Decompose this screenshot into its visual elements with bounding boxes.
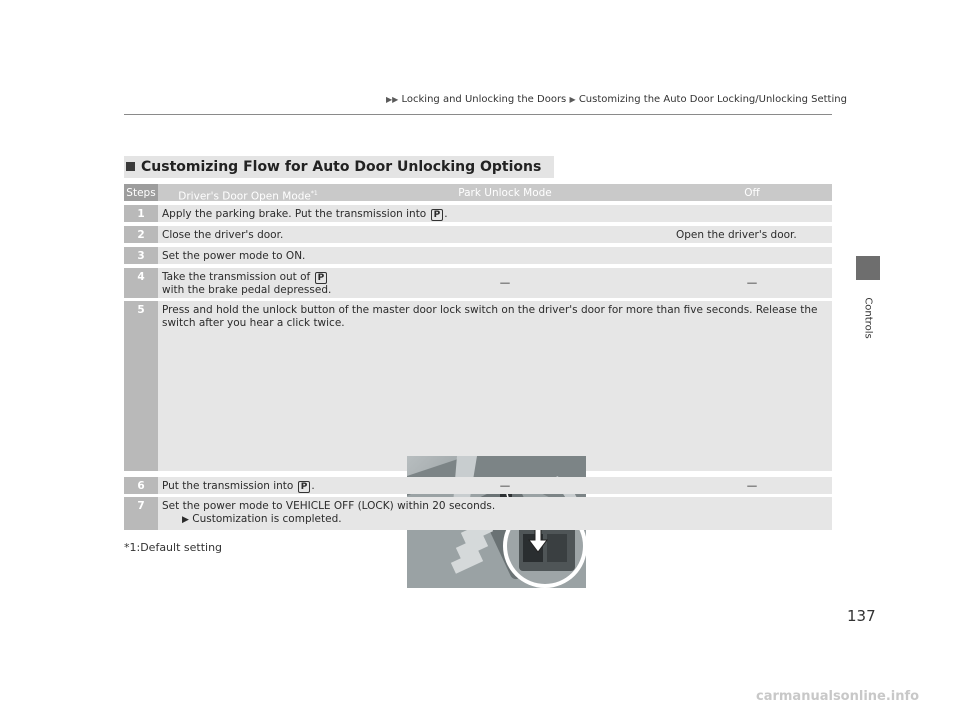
table-header-row <box>124 184 832 201</box>
step-number: 1 <box>124 205 158 222</box>
step-text: Set the power mode to ON. <box>162 250 306 262</box>
chapter-label: Controls <box>862 297 874 339</box>
breadcrumb-part-2[interactable]: Customizing the Auto Door Locking/Unlocking Setting <box>578 94 847 105</box>
chapter-tab[interactable] <box>856 256 880 280</box>
step-off-dash: — <box>746 480 758 492</box>
arrow-icon: ▶ <box>569 95 576 104</box>
p-key-icon: P <box>315 272 328 284</box>
table-row <box>124 247 832 264</box>
header-off: Off <box>744 187 760 199</box>
table-row <box>124 205 832 222</box>
result-arrow-icon: ▶ <box>182 515 189 525</box>
step-number: 3 <box>124 247 158 264</box>
header-divider <box>124 114 832 115</box>
step-number: 5 <box>124 301 158 471</box>
double-arrow-icon: ▶▶ <box>386 95 399 104</box>
step-text: Press and hold the unlock button of the master door lock switch on the driver's door for more than five seconds. Release the switch after you hear a click twice. <box>162 304 818 329</box>
page-number: 137 <box>847 607 876 625</box>
table-row <box>124 226 832 243</box>
section-title: Customizing Flow for Auto Door Unlocking Options <box>124 156 554 178</box>
p-key-icon: P <box>431 209 444 221</box>
step-off-text: Open the driver's door. <box>676 229 797 241</box>
step-text: Close the driver's door. <box>162 229 284 241</box>
header-steps: Steps <box>124 184 158 201</box>
table-row <box>124 301 832 471</box>
breadcrumb-part-1[interactable]: Locking and Unlocking the Doors <box>401 94 567 105</box>
header-drivers-door-open-mode: Driver's Door Open Mode$^{*1}$ <box>178 190 318 203</box>
square-bullet-icon <box>126 162 135 171</box>
breadcrumb <box>386 94 847 105</box>
p-key-icon: P <box>298 481 311 493</box>
step-text: Apply the parking brake. Put the transmission into P . <box>162 208 448 220</box>
step-number: 2 <box>124 226 158 243</box>
step-off-dash: — <box>746 277 758 289</box>
step-text: Put the transmission into P . <box>162 480 315 492</box>
step-number: 7 <box>124 497 158 530</box>
step-park-dash: — <box>499 480 511 492</box>
step-number: 4 <box>124 268 158 298</box>
watermark: carmanualsonline.info <box>756 689 920 704</box>
footnote: *1:Default setting <box>124 541 223 554</box>
table-row <box>124 268 832 298</box>
header-park-unlock-mode: Park Unlock Mode <box>458 187 552 199</box>
step-text: Set the power mode to VEHICLE OFF (LOCK) within 20 seconds. ▶ Customization is completed. <box>162 500 496 525</box>
step-park-dash: — <box>499 277 511 289</box>
table-row <box>124 497 832 530</box>
step-number: 6 <box>124 477 158 494</box>
table-row <box>124 477 832 494</box>
step-text: Take the transmission out of P with the brake pedal depressed. <box>162 271 332 296</box>
